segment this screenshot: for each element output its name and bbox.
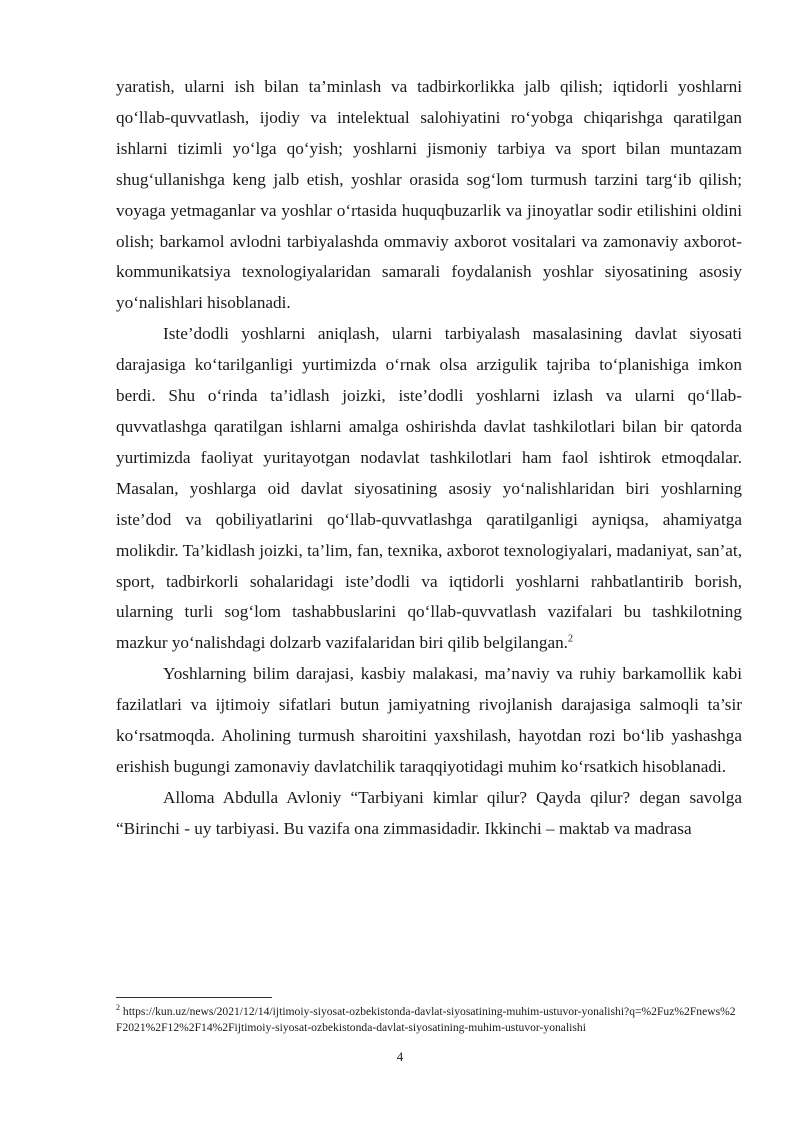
paragraph-text: Iste’dodli yoshlarni aniqlash, ularni tarbiyalash masalasining davlat siyosati darajasiga ko‘tarilganligi yurtimizda o‘rnak olsa arzigulik tajriba to‘planishiga imkon berdi. Shu o‘rinda ta’idlash joizki, iste’dodli yoshlarni izlash va ularni qo‘llab- quvvatlashga qaratilgan ishlarni amalga oshirishda davlat tashkilotlari bilan bir qatorda yurtimizda faoliyat yuritayotgan nodavlat tashkilotlari ham faol ishtirok etmoqdalar. Masalan, yoshlarga oid davlat siyosatining asosiy yo‘nalishlaridan biri yoshlarning iste’dod va qobiliyatlarini qo‘llab-quvvatlashga qaratilganligi ayniqsa, ahamiyatga molikdir. Ta’kidlash joizki, ta’lim, fan, texnika, axborot texnologiyalari, madaniyat, san’at, sport, tadbirkorli sohalaridagi iste’dodli va iqtidorli yoshlarni rahbatlantirib borish, ularning turli sog‘lom tashabbuslarini qo‘llab-quvvatlash vazifalari bu tashkilotning mazkur yo‘nalishdagi dolzarb vazifalaridan biri qilib belgilangan.	[116, 324, 742, 653]
paragraph: Yoshlarning bilim darajasi, kasbiy malakasi, ma’naviy va ruhiy barkamollik kabi fazilatlari va ijtimoiy sifatlari butun jamiyatning rivojlanish darajasiga salmoqli ta’sir ko‘rsatmoqda. Aholining turmush sharoitini yaxshilash, hayotdan rozi bo‘lib yashashga erishish bugungi zamonaviy davlatchilik taraqqiyotidagi muhim ko‘rsatkich hisoblanadi.	[116, 664, 742, 776]
page-number: 4	[396, 1049, 404, 1064]
paragraph: Alloma Abdulla Avloniy “Tarbiyani kimlar qilur? Qayda qilur? degan savolga “Birinchi - uy tarbiyasi. Bu vazifa ona zimmasidadir. Ikkinchi – maktab va madrasa	[116, 787, 742, 838]
footnote-reference[interactable]: 2	[567, 633, 573, 645]
footnote-link[interactable]: https://kun.uz/news/2021/12/14/ijtimoiy-siyosat-ozbekistonda-davlat-siyosatining-muhim-ustuvor-yonalishi?q=%2Fuz%2Fnews%2F2021%2F12%2F14%2Fijtimoiy-siyosat-ozbekistonda-davlat-siyosatining-muhim-ustuvor-yonalishi	[116, 1005, 736, 1034]
body-text	[116, 72, 742, 845]
paragraph: yaratish, ularni ish bilan ta’minlash va tadbirkorlikka jalb qilish; iqtidorli yoshlarni qo‘llab-quvvatlash, ijodiy va intelektual salohiyatini ro‘yobga chiqarishga qaratilgan ishlarni tizimli yo‘lga qo‘yish; yoshlarni jismoniy tarbiya va sport bilan muntazam shug‘ullanishga keng jalb etish, yoshlar orasida sog‘lom turmush tarzini targ‘ib qilish; voyaga yetmaganlar va yoshlar o‘rtasida huquqbuzarlik va jinoyatlar sodir etilishini oldini olish; barkamol avlodni tarbiyalashda ommaviy axborot vositalari va zamonaviy axborot-kommunikatsiya texnologiyalaridan samarali foydalanish yoshlar siyosatining asosiy yo‘nalishlari hisoblanadi.	[116, 77, 742, 313]
paragraph	[116, 319, 742, 659]
footnote-number: 2	[116, 1003, 120, 1013]
footnote	[116, 1004, 738, 1035]
footnote-separator	[116, 997, 272, 998]
